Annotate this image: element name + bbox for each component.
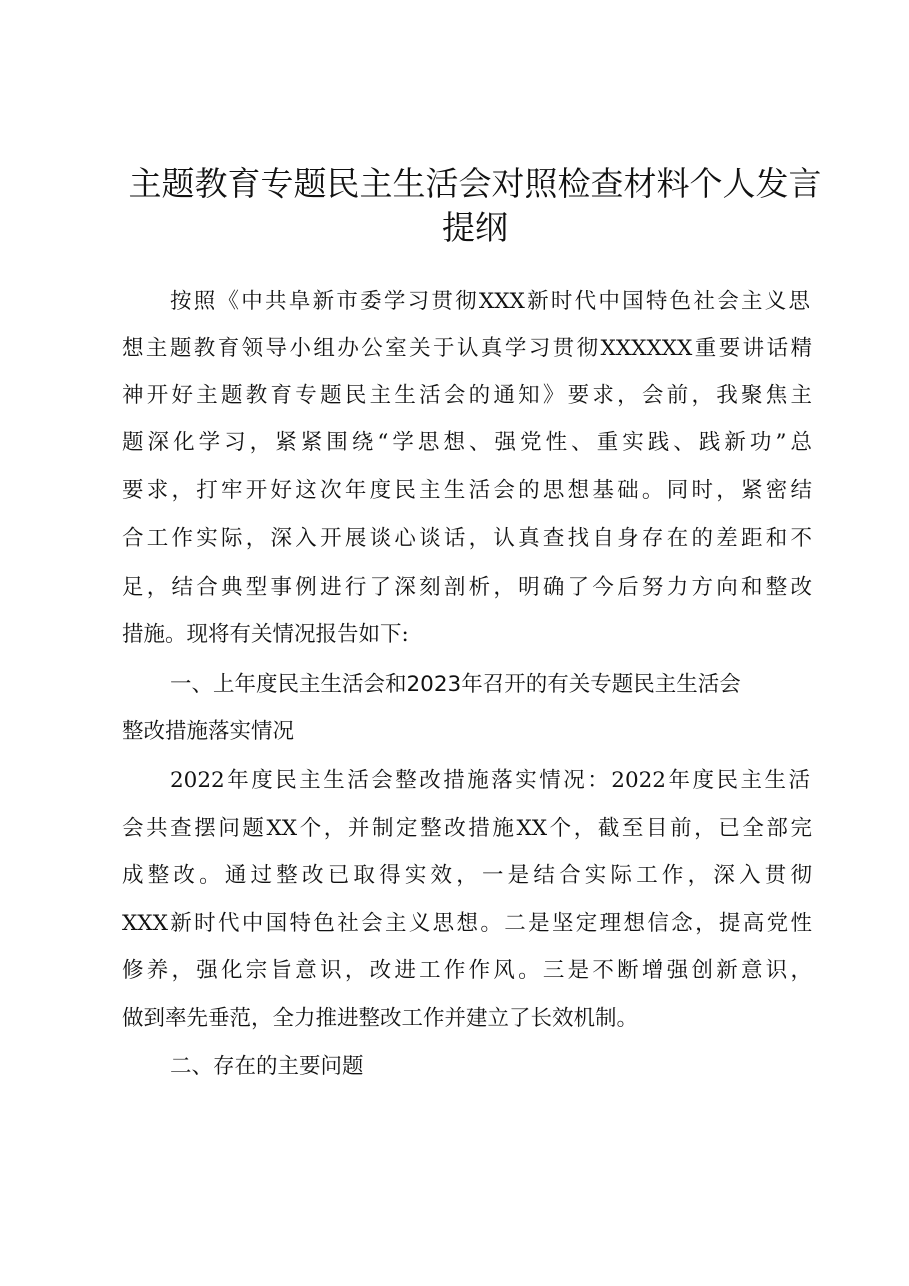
section-heading-2: 二、存在的主要问题 [170,1054,364,1079]
paragraph-2-line-2: 会共查摆问题XX个，并制定整改措施XX个，截至目前，已全部完 [122,816,812,841]
paragraph-2-line-1: 2022年度民主生活会整改措施落实情况：2022年度民主生活 [170,768,810,793]
paragraph-1-line-6: 合工作实际，深入开展谈心谈话，认真查找自身存在的差距和不 [122,526,812,551]
paragraph-1-line-3: 神开好主题教育专题民主生活会的通知》要求，会前，我聚焦主 [122,383,812,408]
paragraph-2-line-3: 成整改。通过整改已取得实效，一是结合实际工作，深入贯彻 [122,863,812,888]
paragraph-1-line-7: 足，结合典型事例进行了深刻剖析，明确了今后努力方向和整改 [122,575,812,600]
document-title-line-1: 主题教育专题民主生活会对照检查材料个人发言 [128,164,822,203]
paragraph-1-line-8: 措施。现将有关情况报告如下: [122,622,409,647]
paragraph-1-line-2: 想主题教育领导小组办公室关于认真学习贯彻XXXXXX重要讲话精 [122,336,812,361]
paragraph-2-line-6: 做到率先垂范，全力推进整改工作并建立了长效机制。 [122,1006,639,1031]
document-title-line-2: 提纲 [442,208,508,247]
section-heading-1-line-2: 整改措施落实情况 [122,719,295,744]
paragraph-2-line-5: 修养，强化宗旨意识，改进工作作风。三是不断增强创新意识， [122,958,812,983]
section-heading-1-line-1: 一、上年度民主生活会和2023年召开的有关专题民主生活会 [170,672,741,697]
paragraph-1-line-1: 按照《中共阜新市委学习贯彻XXX新时代中国特色社会主义思 [170,289,810,314]
paragraph-1-line-5: 要求，打牢开好这次年度民主生活会的思想基础。同时，紧密结 [122,478,812,503]
paragraph-2-line-4: XXX新时代中国特色社会主义思想。二是坚定理想信念，提高党性 [122,911,812,936]
paragraph-1-line-4: 题深化学习，紧紧围绕“学思想、强党性、重实践、践新功”总 [122,430,812,455]
